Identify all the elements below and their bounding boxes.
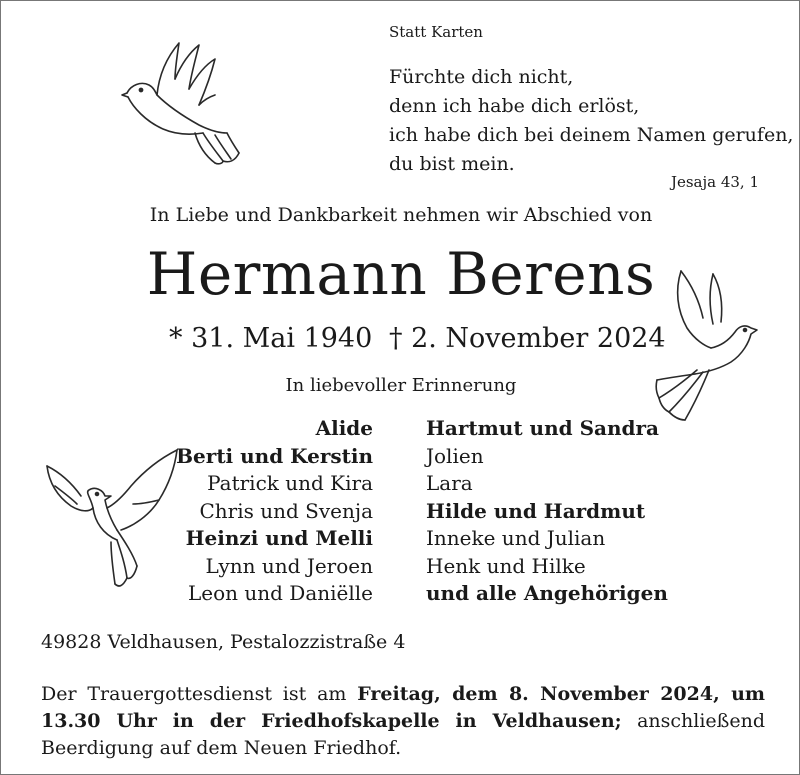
- mourner-name: Patrick und Kira: [207, 471, 373, 495]
- mourner-name: Inneke und Julian: [426, 526, 606, 550]
- mourner-name: Alide: [315, 416, 373, 440]
- mourner-name: Hartmut und Sandra: [426, 416, 659, 440]
- remembrance-text: In liebevoller Erinnerung: [285, 375, 517, 396]
- mourner-name: Berti und Kerstin: [176, 443, 373, 468]
- bible-verse: [389, 63, 793, 179]
- service-suffix: anschließend Beerdigung auf dem Neuen Friedhof.: [41, 710, 766, 759]
- verse-line: Fürchte dich nicht,: [389, 66, 574, 88]
- verse-line: du bist mein.: [389, 153, 515, 175]
- mourner-name: Henk und Hilke: [426, 553, 586, 578]
- verse-line: denn ich habe dich erlöst,: [389, 95, 640, 117]
- dove-icon: [119, 35, 249, 170]
- verse-reference: Jesaja 43, 1: [670, 173, 759, 191]
- birth-date: * 31. Mai 1940: [169, 323, 373, 354]
- mourner-name: Leon und Daniëlle: [187, 581, 373, 605]
- funeral-service-notice: [41, 681, 765, 762]
- mourners-right-column: [426, 415, 668, 608]
- mourner-name: Hilde und Hardmut: [426, 498, 646, 523]
- mourners-left-column: [176, 415, 373, 608]
- mourner-name: Chris und Svenja: [199, 498, 373, 523]
- verse-line: ich habe dich bei deinem Namen gerufen,: [389, 124, 794, 146]
- mourner-name: Lynn und Jeroen: [205, 553, 373, 578]
- death-date: † 2. November 2024: [389, 323, 666, 354]
- statt-karten-label: Statt Karten: [389, 23, 483, 41]
- mourner-name: Lara: [426, 471, 473, 495]
- service-prefix: Der Trauergottesdienst ist am: [41, 683, 358, 705]
- mourner-name: Heinzi und Melli: [185, 526, 373, 550]
- mourner-name: und alle Angehörigen: [426, 581, 668, 605]
- service-details: Freitag, dem 8. November 2024, um 13.30 Uhr in der Friedhofskapelle in Veldhausen;: [41, 683, 765, 732]
- family-address: 49828 Veldhausen, Pestalozzistraße 4: [41, 631, 406, 653]
- deceased-name: Hermann Berens: [146, 240, 656, 308]
- mourner-name: Jolien: [426, 443, 484, 468]
- intro-text: In Liebe und Dankbarkeit nehmen wir Abschied von: [149, 204, 653, 226]
- dove-icon: [41, 446, 181, 591]
